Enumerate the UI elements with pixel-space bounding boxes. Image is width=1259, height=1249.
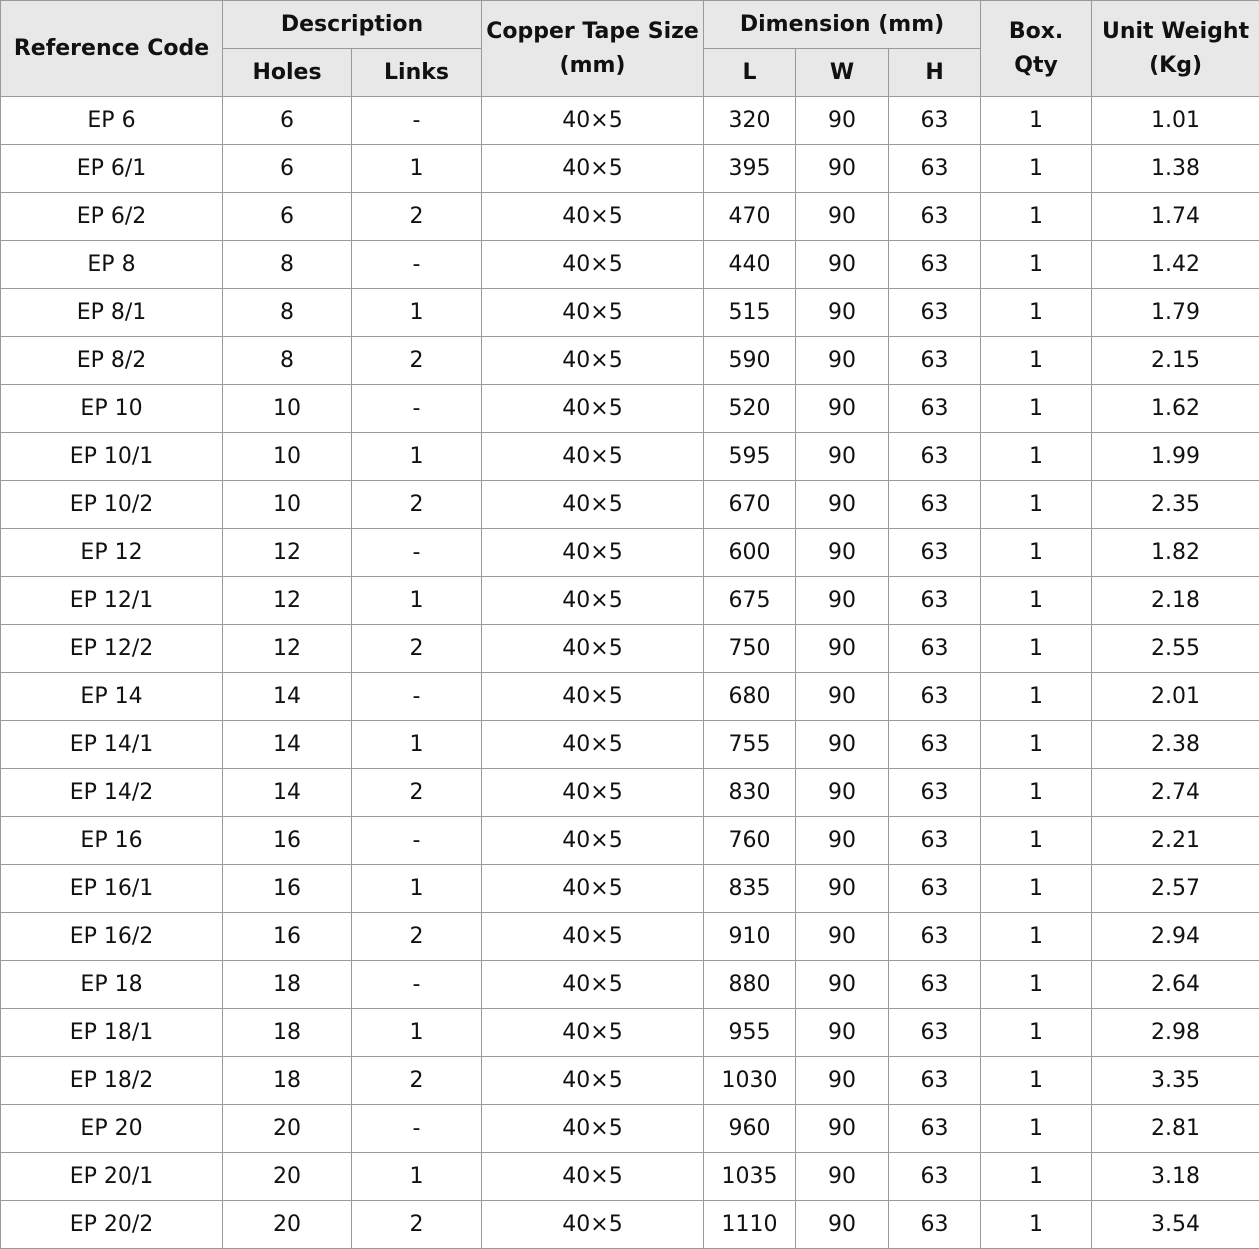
header-copper-tape-line2: (mm) (559, 52, 626, 78)
cell-reference-code: EP 6/2 (1, 193, 223, 241)
table-row (1, 673, 1259, 721)
cell-copper-tape-size: 40×5 (482, 1153, 704, 1201)
header-links: Links (352, 49, 482, 97)
cell-links: 2 (352, 337, 482, 385)
cell-box-qty: 1 (981, 769, 1092, 817)
cell-width: 90 (796, 625, 889, 673)
cell-box-qty: 1 (981, 1057, 1092, 1105)
cell-length: 320 (704, 97, 796, 145)
cell-box-qty: 1 (981, 97, 1092, 145)
table-row (1, 145, 1259, 193)
table-row (1, 961, 1259, 1009)
cell-unit-weight: 2.57 (1092, 865, 1259, 913)
cell-copper-tape-size: 40×5 (482, 529, 704, 577)
table-row (1, 625, 1259, 673)
cell-width: 90 (796, 769, 889, 817)
cell-holes: 12 (223, 529, 352, 577)
cell-box-qty: 1 (981, 865, 1092, 913)
table-row (1, 289, 1259, 337)
cell-holes: 12 (223, 577, 352, 625)
cell-reference-code: EP 6 (1, 97, 223, 145)
cell-links: 1 (352, 721, 482, 769)
cell-width: 90 (796, 817, 889, 865)
cell-width: 90 (796, 865, 889, 913)
table-row (1, 577, 1259, 625)
cell-copper-tape-size: 40×5 (482, 577, 704, 625)
table-row (1, 529, 1259, 577)
cell-box-qty: 1 (981, 913, 1092, 961)
cell-unit-weight: 1.01 (1092, 97, 1259, 145)
cell-width: 90 (796, 385, 889, 433)
cell-box-qty: 1 (981, 961, 1092, 1009)
cell-holes: 16 (223, 865, 352, 913)
cell-holes: 10 (223, 385, 352, 433)
cell-holes: 12 (223, 625, 352, 673)
cell-unit-weight: 1.82 (1092, 529, 1259, 577)
cell-height: 63 (889, 193, 981, 241)
cell-reference-code: EP 6/1 (1, 145, 223, 193)
cell-holes: 8 (223, 241, 352, 289)
cell-width: 90 (796, 337, 889, 385)
cell-box-qty: 1 (981, 337, 1092, 385)
cell-length: 520 (704, 385, 796, 433)
header-box-qty-line1: Box. (1008, 18, 1064, 44)
cell-reference-code: EP 14/2 (1, 769, 223, 817)
cell-holes: 10 (223, 481, 352, 529)
header-unit-weight (1092, 1, 1259, 97)
cell-links: 2 (352, 1057, 482, 1105)
cell-reference-code: EP 8/2 (1, 337, 223, 385)
cell-unit-weight: 3.35 (1092, 1057, 1259, 1105)
cell-box-qty: 1 (981, 481, 1092, 529)
cell-reference-code: EP 12/2 (1, 625, 223, 673)
cell-height: 63 (889, 769, 981, 817)
cell-reference-code: EP 14/1 (1, 721, 223, 769)
cell-links: - (352, 817, 482, 865)
cell-copper-tape-size: 40×5 (482, 241, 704, 289)
table-header (1, 1, 1259, 97)
cell-holes: 6 (223, 97, 352, 145)
cell-reference-code: EP 14 (1, 673, 223, 721)
cell-copper-tape-size: 40×5 (482, 913, 704, 961)
cell-reference-code: EP 20/2 (1, 1201, 223, 1249)
cell-copper-tape-size: 40×5 (482, 673, 704, 721)
cell-links: 1 (352, 433, 482, 481)
table-row (1, 385, 1259, 433)
cell-reference-code: EP 18/2 (1, 1057, 223, 1105)
cell-unit-weight: 2.35 (1092, 481, 1259, 529)
cell-reference-code: EP 12/1 (1, 577, 223, 625)
cell-height: 63 (889, 241, 981, 289)
header-h: H (889, 49, 981, 97)
cell-unit-weight: 2.64 (1092, 961, 1259, 1009)
cell-height: 63 (889, 1009, 981, 1057)
cell-box-qty: 1 (981, 817, 1092, 865)
cell-width: 90 (796, 913, 889, 961)
table-row (1, 769, 1259, 817)
cell-copper-tape-size: 40×5 (482, 1201, 704, 1249)
cell-unit-weight: 2.81 (1092, 1105, 1259, 1153)
cell-links: 2 (352, 769, 482, 817)
cell-length: 955 (704, 1009, 796, 1057)
table-row (1, 721, 1259, 769)
cell-width: 90 (796, 961, 889, 1009)
cell-holes: 6 (223, 145, 352, 193)
cell-box-qty: 1 (981, 1009, 1092, 1057)
cell-holes: 18 (223, 1009, 352, 1057)
table-row (1, 1057, 1259, 1105)
cell-width: 90 (796, 577, 889, 625)
cell-width: 90 (796, 1153, 889, 1201)
header-copper-tape-line1: Copper Tape Size (486, 18, 699, 44)
header-reference-code: Reference Code (1, 1, 223, 97)
table-row (1, 1153, 1259, 1201)
cell-links: 1 (352, 289, 482, 337)
cell-copper-tape-size: 40×5 (482, 337, 704, 385)
cell-length: 750 (704, 625, 796, 673)
table-row (1, 193, 1259, 241)
cell-links: - (352, 529, 482, 577)
header-dimension: Dimension (mm) (704, 1, 981, 49)
cell-reference-code: EP 10/2 (1, 481, 223, 529)
cell-width: 90 (796, 289, 889, 337)
cell-height: 63 (889, 529, 981, 577)
cell-unit-weight: 1.42 (1092, 241, 1259, 289)
cell-length: 675 (704, 577, 796, 625)
cell-holes: 8 (223, 337, 352, 385)
cell-width: 90 (796, 721, 889, 769)
cell-links: - (352, 385, 482, 433)
cell-unit-weight: 2.15 (1092, 337, 1259, 385)
cell-width: 90 (796, 145, 889, 193)
cell-height: 63 (889, 1105, 981, 1153)
cell-height: 63 (889, 337, 981, 385)
cell-holes: 8 (223, 289, 352, 337)
cell-height: 63 (889, 1153, 981, 1201)
cell-height: 63 (889, 961, 981, 1009)
header-w: W (796, 49, 889, 97)
cell-copper-tape-size: 40×5 (482, 193, 704, 241)
cell-length: 880 (704, 961, 796, 1009)
cell-box-qty: 1 (981, 289, 1092, 337)
cell-length: 755 (704, 721, 796, 769)
cell-box-qty: 1 (981, 385, 1092, 433)
cell-unit-weight: 1.74 (1092, 193, 1259, 241)
cell-copper-tape-size: 40×5 (482, 625, 704, 673)
cell-copper-tape-size: 40×5 (482, 1057, 704, 1105)
cell-links: 2 (352, 1201, 482, 1249)
cell-box-qty: 1 (981, 241, 1092, 289)
cell-holes: 14 (223, 721, 352, 769)
cell-width: 90 (796, 241, 889, 289)
cell-reference-code: EP 8/1 (1, 289, 223, 337)
cell-reference-code: EP 16/1 (1, 865, 223, 913)
cell-length: 600 (704, 529, 796, 577)
cell-reference-code: EP 10 (1, 385, 223, 433)
cell-links: 2 (352, 193, 482, 241)
cell-copper-tape-size: 40×5 (482, 97, 704, 145)
cell-copper-tape-size: 40×5 (482, 865, 704, 913)
cell-unit-weight: 1.38 (1092, 145, 1259, 193)
cell-length: 590 (704, 337, 796, 385)
cell-copper-tape-size: 40×5 (482, 961, 704, 1009)
cell-unit-weight: 2.74 (1092, 769, 1259, 817)
cell-links: 1 (352, 1009, 482, 1057)
cell-copper-tape-size: 40×5 (482, 481, 704, 529)
cell-width: 90 (796, 1105, 889, 1153)
cell-width: 90 (796, 673, 889, 721)
cell-width: 90 (796, 1009, 889, 1057)
cell-width: 90 (796, 1201, 889, 1249)
cell-holes: 14 (223, 673, 352, 721)
cell-copper-tape-size: 40×5 (482, 817, 704, 865)
cell-holes: 20 (223, 1105, 352, 1153)
cell-links: 2 (352, 481, 482, 529)
cell-reference-code: EP 18/1 (1, 1009, 223, 1057)
cell-unit-weight: 2.94 (1092, 913, 1259, 961)
header-box-qty-line2: Qty (1014, 52, 1058, 78)
cell-links: - (352, 961, 482, 1009)
cell-width: 90 (796, 481, 889, 529)
cell-reference-code: EP 20 (1, 1105, 223, 1153)
cell-holes: 6 (223, 193, 352, 241)
cell-height: 63 (889, 721, 981, 769)
cell-length: 830 (704, 769, 796, 817)
cell-height: 63 (889, 817, 981, 865)
table-row (1, 241, 1259, 289)
cell-length: 395 (704, 145, 796, 193)
cell-reference-code: EP 16 (1, 817, 223, 865)
cell-length: 910 (704, 913, 796, 961)
cell-holes: 20 (223, 1153, 352, 1201)
cell-height: 63 (889, 145, 981, 193)
cell-links: 2 (352, 913, 482, 961)
cell-length: 760 (704, 817, 796, 865)
cell-length: 440 (704, 241, 796, 289)
cell-box-qty: 1 (981, 1105, 1092, 1153)
table-row (1, 481, 1259, 529)
cell-copper-tape-size: 40×5 (482, 433, 704, 481)
header-unit-weight-line1: Unit Weight (1101, 18, 1250, 44)
table-row (1, 913, 1259, 961)
header-unit-weight-line2: (Kg) (1149, 52, 1202, 78)
cell-unit-weight: 2.18 (1092, 577, 1259, 625)
cell-unit-weight: 2.21 (1092, 817, 1259, 865)
cell-unit-weight: 1.62 (1092, 385, 1259, 433)
cell-box-qty: 1 (981, 1153, 1092, 1201)
cell-length: 1110 (704, 1201, 796, 1249)
cell-links: - (352, 673, 482, 721)
cell-length: 595 (704, 433, 796, 481)
cell-box-qty: 1 (981, 577, 1092, 625)
cell-unit-weight: 1.79 (1092, 289, 1259, 337)
cell-height: 63 (889, 577, 981, 625)
cell-unit-weight: 2.98 (1092, 1009, 1259, 1057)
table-row (1, 865, 1259, 913)
table-row (1, 817, 1259, 865)
header-l: L (704, 49, 796, 97)
cell-height: 63 (889, 385, 981, 433)
cell-links: 2 (352, 625, 482, 673)
cell-height: 63 (889, 625, 981, 673)
cell-height: 63 (889, 433, 981, 481)
cell-unit-weight: 3.54 (1092, 1201, 1259, 1249)
cell-copper-tape-size: 40×5 (482, 385, 704, 433)
cell-holes: 20 (223, 1201, 352, 1249)
table-row (1, 1105, 1259, 1153)
cell-reference-code: EP 20/1 (1, 1153, 223, 1201)
header-holes: Holes (223, 49, 352, 97)
cell-box-qty: 1 (981, 1201, 1092, 1249)
cell-links: 1 (352, 1153, 482, 1201)
header-copper-tape-size (482, 1, 704, 97)
cell-holes: 14 (223, 769, 352, 817)
cell-links: - (352, 241, 482, 289)
header-box-qty (981, 1, 1092, 97)
table-row (1, 97, 1259, 145)
cell-length: 1030 (704, 1057, 796, 1105)
cell-length: 680 (704, 673, 796, 721)
cell-reference-code: EP 16/2 (1, 913, 223, 961)
cell-unit-weight: 1.99 (1092, 433, 1259, 481)
cell-reference-code: EP 18 (1, 961, 223, 1009)
cell-height: 63 (889, 673, 981, 721)
cell-box-qty: 1 (981, 529, 1092, 577)
cell-height: 63 (889, 1201, 981, 1249)
cell-box-qty: 1 (981, 145, 1092, 193)
cell-unit-weight: 2.55 (1092, 625, 1259, 673)
cell-holes: 16 (223, 817, 352, 865)
cell-links: - (352, 1105, 482, 1153)
cell-holes: 10 (223, 433, 352, 481)
cell-holes: 18 (223, 961, 352, 1009)
cell-height: 63 (889, 97, 981, 145)
table-row (1, 337, 1259, 385)
cell-box-qty: 1 (981, 721, 1092, 769)
cell-reference-code: EP 8 (1, 241, 223, 289)
cell-unit-weight: 3.18 (1092, 1153, 1259, 1201)
cell-height: 63 (889, 481, 981, 529)
cell-links: 1 (352, 145, 482, 193)
cell-length: 515 (704, 289, 796, 337)
cell-reference-code: EP 10/1 (1, 433, 223, 481)
cell-holes: 18 (223, 1057, 352, 1105)
cell-copper-tape-size: 40×5 (482, 721, 704, 769)
cell-length: 835 (704, 865, 796, 913)
cell-length: 1035 (704, 1153, 796, 1201)
cell-box-qty: 1 (981, 193, 1092, 241)
cell-links: 1 (352, 577, 482, 625)
cell-copper-tape-size: 40×5 (482, 289, 704, 337)
cell-unit-weight: 2.38 (1092, 721, 1259, 769)
cell-copper-tape-size: 40×5 (482, 769, 704, 817)
cell-copper-tape-size: 40×5 (482, 1009, 704, 1057)
cell-width: 90 (796, 97, 889, 145)
cell-height: 63 (889, 1057, 981, 1105)
cell-length: 670 (704, 481, 796, 529)
cell-copper-tape-size: 40×5 (482, 145, 704, 193)
cell-width: 90 (796, 193, 889, 241)
table-row (1, 433, 1259, 481)
cell-holes: 16 (223, 913, 352, 961)
cell-unit-weight: 2.01 (1092, 673, 1259, 721)
cell-width: 90 (796, 433, 889, 481)
table-row (1, 1201, 1259, 1249)
cell-height: 63 (889, 913, 981, 961)
cell-links: - (352, 97, 482, 145)
cell-copper-tape-size: 40×5 (482, 1105, 704, 1153)
cell-height: 63 (889, 289, 981, 337)
cell-links: 1 (352, 865, 482, 913)
cell-width: 90 (796, 529, 889, 577)
cell-box-qty: 1 (981, 433, 1092, 481)
cell-length: 960 (704, 1105, 796, 1153)
cell-width: 90 (796, 1057, 889, 1105)
cell-reference-code: EP 12 (1, 529, 223, 577)
table-row (1, 1009, 1259, 1057)
header-description: Description (223, 1, 482, 49)
cell-box-qty: 1 (981, 625, 1092, 673)
cell-length: 470 (704, 193, 796, 241)
cell-box-qty: 1 (981, 673, 1092, 721)
table-body (1, 97, 1259, 1249)
cell-height: 63 (889, 865, 981, 913)
